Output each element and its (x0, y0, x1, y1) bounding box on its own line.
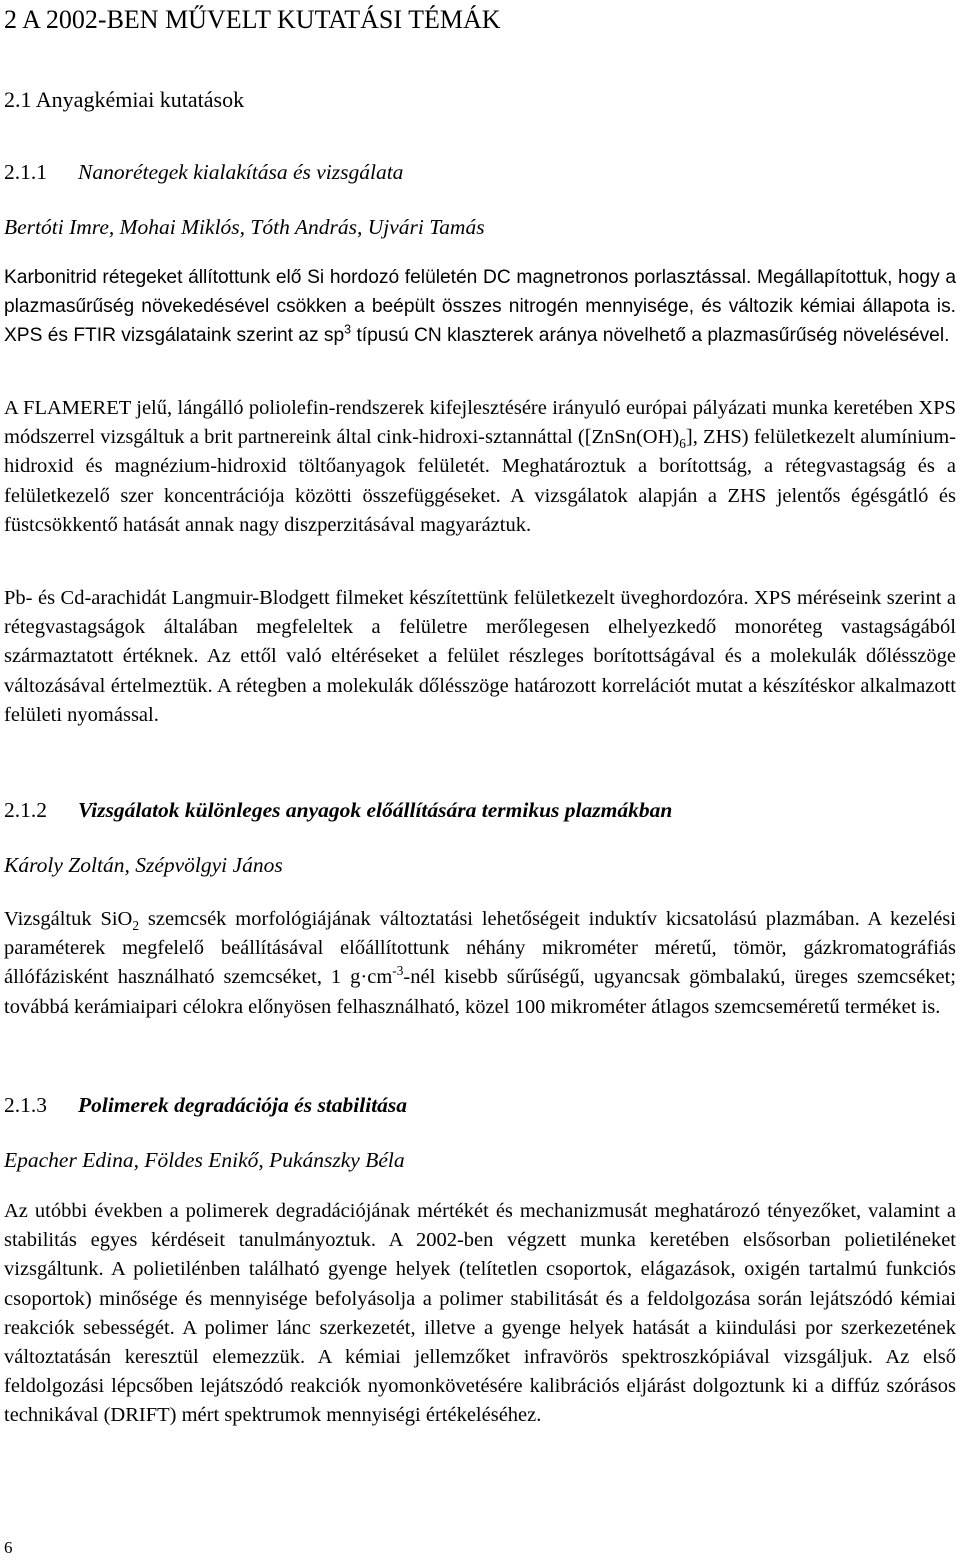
paragraph-2-1-1-langmuir: Pb- és Cd-arachidát Langmuir-Blodgett filmeket készítettünk felületkezelt üveghordozóra. XPS méréseink szerint a rétegvastagságok általában megfeleltek a felületre merőlegesen elhelyezkedő monoréteg vastagságából származtatott értéknek. Az ettől való eltéréseket a felület részleges borítottságával és a molekulák dőlésszöge változásával értelmeztük. A rétegben a molekulák dőlésszöge határozott korrelációt mutat a készítéskor alkalmazott felületi nyomással. (4, 587, 956, 726)
subsection-heading-2-1-2 (4, 796, 672, 824)
subsection-heading-2-1-3 (4, 1091, 407, 1119)
paragraph-2-1-2-sio2: Vizsgáltuk SiO$_2$ szemcsék morfológiájának változtatási lehetőségeit induktív kicsatolású plazmában. A kezelési paraméterek megfelelő beállításával előállítottunk néhány mikrométer méretű, tömör, gázkromatográfiás állófázisként használható szemcséket, 1 $g\cdot cm^{-3}$-nél kisebb sűrűségű, ugyancsak gömbalakú, üreges szemcséket; továbbá kerámiaipari célokra előnyösen felhasználható, közel 100 mikrométer átlagos szemcseméretű terméket is. (4, 908, 956, 1018)
authors-2-1-2: Károly Zoltán, Szépvölgyi János (4, 853, 283, 877)
authors-2-1-3: Epacher Edina, Földes Enikő, Pukánszky Béla (4, 1148, 405, 1172)
subsection-title: Vizsgálatok különleges anyagok előállítására termikus plazmákban (78, 798, 673, 822)
subscript: 6 (679, 436, 686, 452)
superscript: -3 (392, 963, 404, 979)
subsection-title: Polimerek degradációja és stabilitása (78, 1093, 408, 1117)
authors-2-1-1: Bertóti Imre, Mohai Miklós, Tóth András, Ujvári Tamás (4, 215, 485, 239)
subsection-heading-2-1-1 (4, 158, 403, 186)
chapter-heading: 2 A 2002-BEN MŰVELT KUTATÁSI TÉMÁK (4, 5, 501, 34)
subscript: 2 (132, 918, 140, 934)
paragraph-2-1-1-carbonitride: Karbonitrid rétegeket állítottunk elő Si hordozó felületén DC magnetronos porlasztással. Megállapítottuk, hogy a plazmasűrűség növekedésével csökken a beépült összes nitrogén mennyisége, és változik kémiai állapota is. XPS és FTIR vizsgálataink szerint az $sp^3$ típusú CN klaszterek aránya növelhető a plazmasűrűség növelésével. (4, 267, 956, 346)
section-heading: 2.1 Anyagkémiai kutatások (4, 87, 245, 112)
subsection-number: 2.1.2 (4, 798, 47, 822)
paragraph-2-1-1-flameret: A FLAMERET jelű, lángálló poliolefin-rendszerek kifejlesztésére irányuló európai pályázati munka keretében XPS módszerrel vizsgáltuk a brit partnereink által cink-hidroxi-sztannáttal ($[ZnSn(OH)_6]$, ZHS) felületkezelt alumínium-hidroxid és magnézium-hidroxid töltőanyagok felületét. Meghatároztuk a borítottság, a rétegvastagság és a felületkezelő szer koncentrációja közötti összefüggéseket. A vizsgálatok alapján a ZHS jelentős égésgátló és füstcsökkentő hatását annak nagy diszperzitásával magyaráztuk. (4, 397, 956, 536)
subsection-number: 2.1.3 (4, 1093, 47, 1117)
page-number: 6 (4, 1538, 13, 1557)
subsection-number: 2.1.1 (4, 160, 47, 184)
paragraph-2-1-3-polymers: Az utóbbi években a polimerek degradációjának mértékét és mechanizmusát meghatározó tényezőket, valamint a stabilitás egyes kérdéseit tanulmányoztuk. A 2002-ben végzett munka keretében elsősorban polietiléneket vizsgáltunk. A polietilénben található gyenge helyek (telítetlen csoportok, elágazások, oxigén tartalmú funkciós csoportok) minősége és mennyisége befolyásolja a polimer stabilitását és a feldolgozása során lejátszódó kémiai reakciók sebességét. A polimer lánc szerkezetét, illetve a gyenge helyek hatását a kiindulási por szerkezetének változtatásán keresztül elemezzük. A kémiai jellemzőket infravörös spektroszkópiával vizsgáljuk. Az első feldolgozási lépcsőben lejátszódó reakciók nyomonkövetésére kalibrációs eljárást dolgoztunk ki a diffúz szórásos technikával (DRIFT) mért spektrumok mennyiségi értékeléséhez. (4, 1200, 956, 1427)
subsection-title: Nanorétegek kialakítása és vizsgálata (78, 160, 404, 184)
superscript: 3 (344, 322, 352, 337)
